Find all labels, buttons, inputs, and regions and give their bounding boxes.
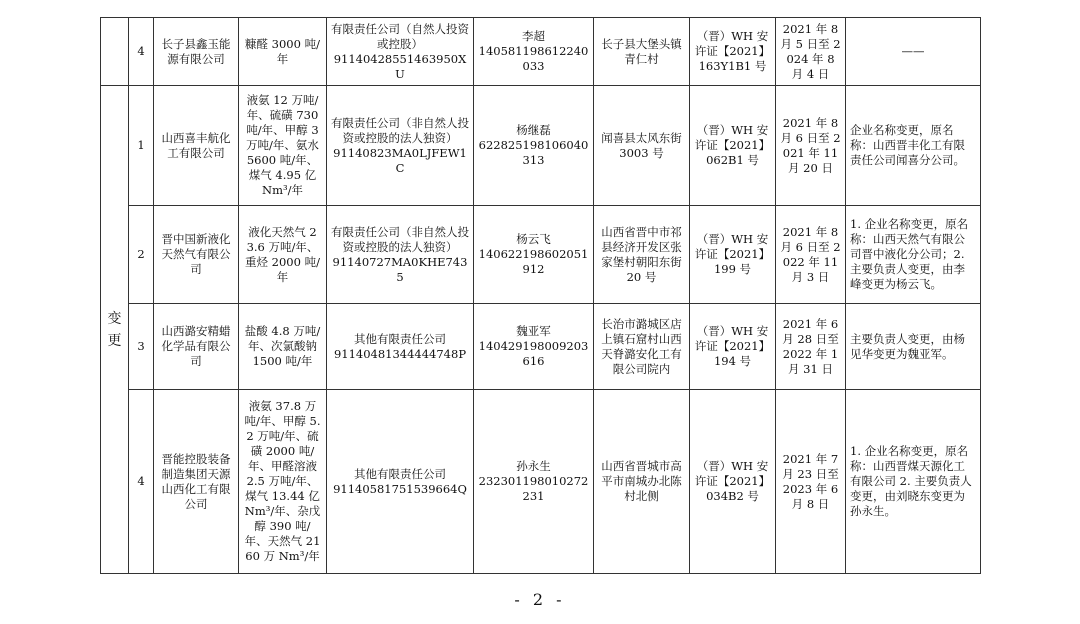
address: 闻喜县太风东街 3003 号	[594, 86, 690, 206]
table-row	[101, 86, 981, 206]
principal: 杨云飞 140622198602051912	[474, 206, 594, 304]
row-number: 3	[129, 304, 154, 390]
row-number: 4	[129, 390, 154, 574]
address: 山西省晋城市高平市南城办北陈村北侧	[594, 390, 690, 574]
validity-period: 2021 年 7 月 23 日至 2023 年 6 月 8 日	[776, 390, 846, 574]
company-type: 其他有限责任公司 91140481344444748P	[327, 304, 474, 390]
license-scope: 液化天然气 23.6 万吨/年、重烃 2000 吨/年	[239, 206, 327, 304]
license-table	[100, 17, 981, 574]
principal: 杨继磊 622825198106040313	[474, 86, 594, 206]
company-type: 有限责任公司（自然人投资或控股） 91140428551463950XU	[327, 18, 474, 86]
company-type: 其他有限责任公司 91140581751539664Q	[327, 390, 474, 574]
company-type: 有限责任公司（非自然人投资或控股的法人独资） 91140727MA0KHE7435	[327, 206, 474, 304]
license-number: （晋）WH 安许证【2021】199 号	[690, 206, 776, 304]
validity-period: 2021 年 8 月 6 日至 2021 年 11 月 20 日	[776, 86, 846, 206]
table-row	[101, 206, 981, 304]
row-number: 2	[129, 206, 154, 304]
table-row	[101, 390, 981, 574]
remark: ——	[846, 18, 981, 86]
company-type: 有限责任公司（非自然人投资或控股的法人独资） 91140823MA0LJFEW1C	[327, 86, 474, 206]
license-number: （晋）WH 安许证【2021】163Y1B1 号	[690, 18, 776, 86]
remark: 主要负责人变更，由杨见华变更为魏亚军。	[846, 304, 981, 390]
category-cell-empty	[101, 18, 129, 86]
principal: 魏亚军 140429198009203616	[474, 304, 594, 390]
license-scope: 液氨 37.8 万吨/年、甲醇 5.2 万吨/年、硫磺 2000 吨/年、甲醛溶液 2.5 万吨/年、煤气 13.44 亿 Nm³/年、杂戊醇 390 吨/年、天然气 2160 万 Nm³/年	[239, 390, 327, 574]
address: 长治市潞城区店上镇石窟村山西天脊潞安化工有限公司院内	[594, 304, 690, 390]
table-row	[101, 304, 981, 390]
category-change: 变更	[101, 86, 129, 574]
license-number: （晋）WH 安许证【2021】062B1 号	[690, 86, 776, 206]
license-scope: 液氨 12 万吨/年、硫磺 730 吨/年、甲醇 3 万吨/年、氨水 5600 吨/年、煤气 4.95 亿 Nm³/年	[239, 86, 327, 206]
license-scope: 糠醛 3000 吨/年	[239, 18, 327, 86]
remark: 企业名称变更，原名称：山西晋丰化工有限责任公司闻喜分公司。	[846, 86, 981, 206]
row-number: 4	[129, 18, 154, 86]
page-number: - 2 -	[514, 590, 566, 609]
validity-period: 2021 年 6 月 28 日至 2022 年 1 月 31 日	[776, 304, 846, 390]
principal: 李超 140581198612240033	[474, 18, 594, 86]
remark: 1. 企业名称变更，原名称：山西晋煤天源化工有限公司 2. 主要负责人变更，由刘晓东变更为孙永生。	[846, 390, 981, 574]
remark: 1. 企业名称变更，原名称：山西天然气有限公司晋中液化分公司；2. 主要负责人变更，由李峰变更为杨云飞。	[846, 206, 981, 304]
company-name: 晋中国新液化天然气有限公司	[154, 206, 239, 304]
address: 山西省晋中市祁县经济开发区张家堡村朝阳东街 20 号	[594, 206, 690, 304]
license-number: （晋）WH 安许证【2021】194 号	[690, 304, 776, 390]
table-row	[101, 18, 981, 86]
company-name: 长子县鑫玉能源有限公司	[154, 18, 239, 86]
license-scope: 盐酸 4.8 万吨/年、次氯酸钠 1500 吨/年	[239, 304, 327, 390]
address: 长子县大堡头镇青仁村	[594, 18, 690, 86]
row-number: 1	[129, 86, 154, 206]
validity-period: 2021 年 8 月 5 日至 2024 年 8 月 4 日	[776, 18, 846, 86]
license-number: （晋）WH 安许证【2021】034B2 号	[690, 390, 776, 574]
company-name: 晋能控股装备制造集团天源山西化工有限公司	[154, 390, 239, 574]
company-name: 山西喜丰航化工有限公司	[154, 86, 239, 206]
company-name: 山西潞安精蜡化学品有限公司	[154, 304, 239, 390]
principal: 孙永生 232301198010272231	[474, 390, 594, 574]
validity-period: 2021 年 8 月 6 日至 2022 年 11 月 3 日	[776, 206, 846, 304]
